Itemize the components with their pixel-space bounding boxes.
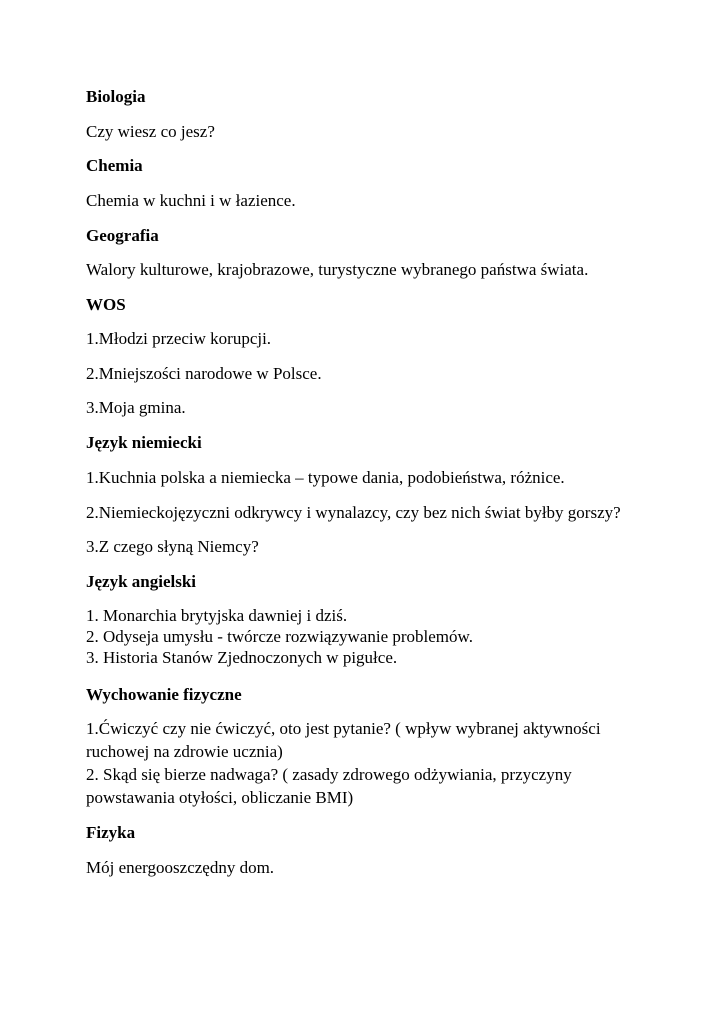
section-line: 1. Monarchia brytyjska dawniej i dziś. [86, 606, 348, 625]
section-heading-biologia: Biologia [86, 87, 146, 106]
section-line: Chemia w kuchni i w łazience. [86, 191, 296, 210]
section-heading-jezyk-angielski: Język angielski [86, 572, 197, 591]
section-line: Czy wiesz co jesz? [86, 122, 215, 141]
section-line: ruchowej na zdrowie ucznia) [86, 742, 283, 761]
section-line: 1.Młodzi przeciw korupcji. [86, 329, 272, 348]
section-heading-geografia: Geografia [86, 226, 159, 245]
section-line: 2. Odyseja umysłu - twórcze rozwiązywanie problemów. [86, 627, 473, 646]
section-heading-wos: WOS [86, 295, 126, 314]
section-line: 2.Mniejszości narodowe w Polsce. [86, 364, 322, 383]
section-heading-chemia: Chemia [86, 156, 143, 175]
section-line: 1.Kuchnia polska a niemiecka – typowe dania, podobieństwa, różnice. [86, 468, 565, 487]
section-line: 2. Skąd się bierze nadwaga? ( zasady zdrowego odżywiania, przyczyny [86, 765, 572, 784]
section-line: 3.Z czego słyną Niemcy? [86, 537, 259, 556]
section-line: powstawania otyłości, obliczanie BMI) [86, 788, 354, 807]
section-heading-jezyk-niemiecki: Język niemiecki [86, 433, 202, 452]
section-line: 3. Historia Stanów Zjednoczonych w pigułce. [86, 648, 398, 667]
section-line: 2.Niemieckojęzyczni odkrywcy i wynalazcy, czy bez nich świat byłby gorszy? [86, 503, 621, 522]
section-line: 1.Ćwiczyć czy nie ćwiczyć, oto jest pytanie? ( wpływ wybranej aktywności [86, 719, 601, 738]
section-heading-fizyka: Fizyka [86, 823, 136, 842]
section-line: Walory kulturowe, krajobrazowe, turystyczne wybranego państwa świata. [86, 260, 589, 279]
section-heading-wychowanie-fizyczne: Wychowanie fizyczne [86, 685, 242, 704]
section-line: Mój energooszczędny dom. [86, 858, 275, 877]
section-line: 3.Moja gmina. [86, 398, 186, 417]
